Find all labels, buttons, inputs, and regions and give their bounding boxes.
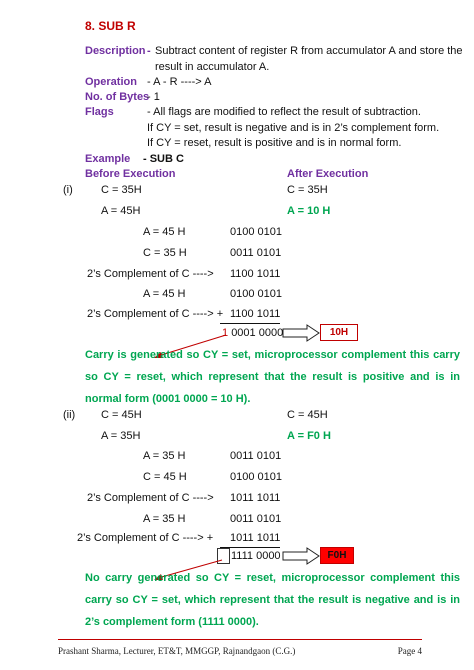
case-1-a-after: A = 10 H [287, 205, 331, 217]
case-1-a-before: A = 45H [101, 205, 141, 217]
section-heading: 8. SUB R [85, 19, 136, 33]
case-2-row-label: 2’s Complement of C ----> + [77, 532, 214, 544]
case-1-row-bin: 1100 1011 [230, 308, 281, 320]
footer-credit: Prashant Sharma, Lecturer, ET&T, MMGGP, Rajnandgaon (C.G.) [58, 646, 296, 656]
flags-line-3: If CY = reset, result is positive and is in normal form. [147, 137, 402, 149]
bytes-label: No. of Bytes [85, 91, 150, 103]
case-1-row-bin: 0011 0101 [230, 247, 282, 259]
right-arrow-icon [281, 324, 321, 342]
case-1-row-label: C = 35 H [143, 247, 187, 259]
case-2-c-before: C = 45H [101, 409, 142, 421]
flags-label: Flags [85, 106, 114, 118]
footer-divider [58, 639, 422, 640]
case-1-note: Carry is generated so CY = set, microprocessor complement this carry so CY = reset, which represent that the result is positive and is in normal form (0001 0000 = 10 H). [85, 349, 460, 405]
case-1-carry-bit: 1 [222, 327, 229, 339]
case-1-row-bin: 1100 1011 [230, 268, 281, 280]
case-2-a-before: A = 35H [101, 430, 141, 442]
case-2-row-bin: 0100 0101 [230, 471, 282, 483]
after-execution-heading: After Execution [287, 168, 369, 180]
case-2-number: (ii) [63, 409, 76, 421]
operation-label: Operation [85, 76, 137, 88]
case-1-result-box: 10H [320, 324, 358, 341]
example-value: - SUB C [143, 153, 184, 165]
case-1-result-bits: 0001 0000 [231, 327, 284, 339]
flags-line-2: If CY = set, result is negative and is in 2’s complement form. [147, 122, 440, 134]
before-execution-heading: Before Execution [85, 168, 176, 180]
page-number: Page 4 [397, 646, 422, 656]
case-2-row-bin: 1011 1011 [230, 532, 281, 544]
case-2-row-label: A = 35 H [143, 513, 186, 525]
case-2-row-bin: 0011 0101 [230, 450, 282, 462]
flags-line-1: - All flags are modified to reflect the result of subtraction. [147, 106, 421, 118]
description-line-2: result in accumulator A. [155, 61, 270, 73]
case-2-result-bits: 1111 0000 [231, 550, 281, 562]
right-arrow-icon [281, 547, 321, 565]
case-2-row-label: C = 45 H [143, 471, 187, 483]
example-label: Example [85, 153, 131, 165]
description-label: Description [85, 45, 146, 57]
case-2-a-after: A = F0 H [287, 430, 331, 442]
case-1-row-label: A = 45 H [143, 288, 186, 300]
case-1-row-label: 2’s Complement of C ----> [87, 268, 214, 280]
sum-underline [220, 323, 280, 324]
case-1-c-before: C = 35H [101, 184, 142, 196]
case-1-number: (i) [63, 184, 73, 196]
case-2-c-after: C = 45H [287, 409, 328, 421]
description-dash: - [147, 45, 151, 57]
case-1-row-label: A = 45 H [143, 226, 186, 238]
case-1-row-label: 2’s Complement of C ----> + [87, 308, 224, 320]
case-1-row-bin: 0100 0101 [230, 288, 282, 300]
case-1-row-bin: 0100 0101 [230, 226, 282, 238]
case-1-result [222, 327, 283, 339]
operation-value: - A - R ----> A [147, 76, 212, 88]
case-2-row-label: A = 35 H [143, 450, 186, 462]
case-2-row-bin: 1011 1011 [230, 492, 281, 504]
case-2-row-bin: 0011 0101 [230, 513, 282, 525]
description-line-1: Subtract content of register R from accumulator A and store the [155, 45, 463, 57]
case-2-note: No carry generated so CY = reset, microprocessor complement this carry so CY = set, which represent that the result is negative and is in 2’s complement form (1111 0000). [85, 572, 460, 628]
case-2-row-label: 2’s Complement of C ----> [87, 492, 214, 504]
case-1-c-after: C = 35H [287, 184, 328, 196]
bytes-value: - 1 [147, 91, 160, 103]
case-2-result-box: F0H [320, 547, 354, 564]
